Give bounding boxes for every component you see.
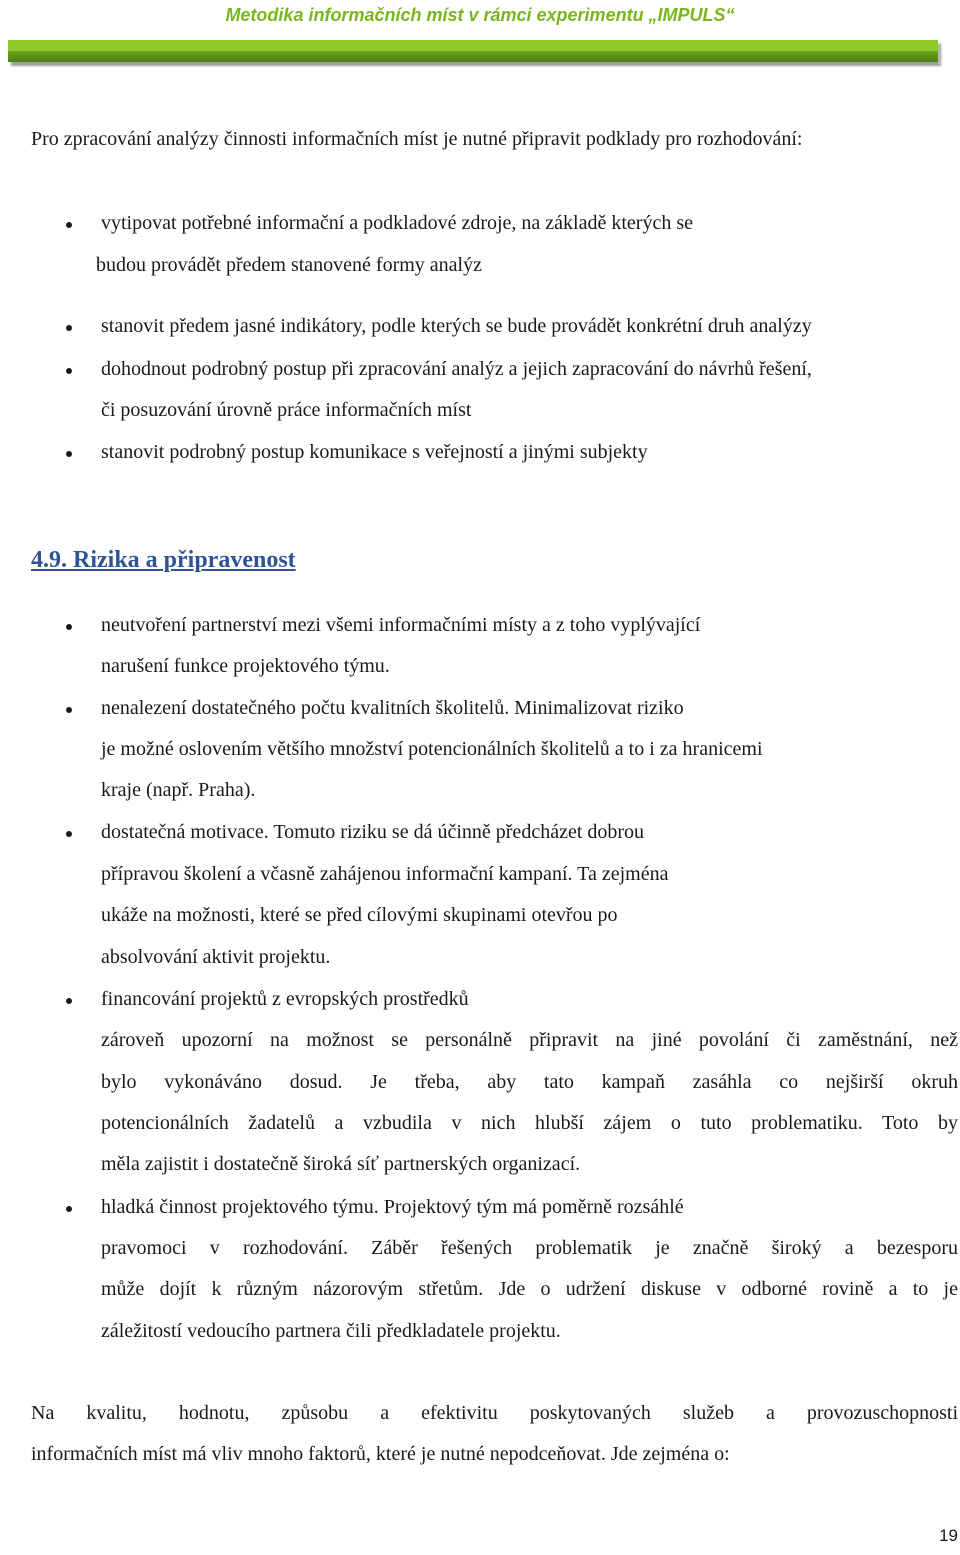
page-number: 19 xyxy=(939,1526,958,1545)
bullet-icon xyxy=(66,325,72,331)
list1-item-1-line-1: vytipovat potřebné informační a podkladové zdroje, na základě kterých se xyxy=(101,212,693,234)
list1-item-3-line-2: či posuzování úrovně práce informačních míst xyxy=(101,399,472,421)
list2-item-3-line-4: absolvování aktivit projektu. xyxy=(101,946,331,968)
list2-item-3-line-1: dostatečná motivace. Tomuto riziku se dá účinně předcházet dobrou xyxy=(101,821,645,843)
intro-paragraph: Pro zpracování analýzy činnosti informačních míst je nutné připravit podklady pro rozhodování: xyxy=(31,128,803,150)
list2-item-4-line-3: bylo vykonáváno dosud. Je třeba, aby tato kampaň zasáhla co nejširší okruh xyxy=(101,1071,958,1093)
list2-item-3-line-3: ukáže na možnosti, které se před cílovými skupinami otevřou po xyxy=(101,904,618,926)
list1-item-1-line-2: budou provádět předem stanovené formy analýz xyxy=(96,254,482,276)
bullet-icon xyxy=(66,998,72,1004)
list2-item-5-line-3: může dojít k různým názorovým střetům. Jde o udržení diskuse v odborné rovině a to je xyxy=(101,1278,958,1300)
bullet-icon xyxy=(66,222,72,228)
bullet-icon xyxy=(66,368,72,374)
list2-item-4-line-1: financování projektů z evropských prostředků xyxy=(101,988,469,1010)
list2-item-2-line-1: nenalezení dostatečného počtu kvalitních školitelů. Minimalizovat riziko xyxy=(101,697,684,719)
bullet-icon xyxy=(66,831,72,837)
list2-item-5-line-2: pravomoci v rozhodování. Záběr řešených problematik je značně široký a bezesporu xyxy=(101,1237,958,1259)
bullet-icon xyxy=(66,624,72,630)
bullet-icon xyxy=(66,1206,72,1212)
closing-paragraph-line-2: informačních míst má vliv mnoho faktorů, které je nutné nepodceňovat. Jde zejména o: xyxy=(31,1443,730,1465)
list2-item-1-line-1: neutvoření partnerství mezi všemi informačními místy a z toho vyplývající xyxy=(101,614,701,636)
list2-item-4-line-2: zároveň upozorní na možnost se personálně připravit na jiné povolání či zaměstnání, než xyxy=(101,1029,958,1051)
list2-item-2-line-3: kraje (např. Praha). xyxy=(101,779,256,801)
list2-item-1-line-2: narušení funkce projektového týmu. xyxy=(101,655,390,677)
list2-item-5-line-1: hladká činnost projektového týmu. Projektový tým má poměrně rozsáhlé xyxy=(101,1196,684,1218)
list1-item-3-line-1: dohodnout podrobný postup při zpracování analýz a jejich zapracování do návrhů řešení, xyxy=(101,358,812,380)
list1-item-4-line-1: stanovit podrobný postup komunikace s veřejností a jinými subjekty xyxy=(101,441,648,463)
closing-paragraph-line-1: Na kvalitu, hodnotu, způsobu a efektivitu poskytovaných služeb a provozuschopnosti xyxy=(31,1402,958,1424)
bullet-icon xyxy=(66,451,72,457)
header-bar xyxy=(8,40,938,62)
list2-item-5-line-4: záležitostí vedoucího partnera čili předkladatele projektu. xyxy=(101,1320,561,1342)
header-title: Metodika informačních míst v rámci experimentu „IMPULS“ xyxy=(225,5,735,25)
section-heading: 4.9. Rizika a připravenost xyxy=(31,547,296,573)
bullet-icon xyxy=(66,707,72,713)
list2-item-3-line-2: přípravou školení a včasně zahájenou informační kampaní. Ta zejména xyxy=(101,863,669,885)
list1-item-2-line-1: stanovit předem jasné indikátory, podle kterých se bude provádět konkrétní druh analýzy xyxy=(101,315,812,337)
list2-item-2-line-2: je možné oslovením většího množství potencionálních školitelů a to i za hranicemi xyxy=(101,738,763,760)
list2-item-4-line-5: měla zajistit i dostatečně široká síť partnerských organizací. xyxy=(101,1153,581,1175)
list2-item-4-line-4: potencionálních žadatelů a vzbudila v nich hlubší zájem o tuto problematiku. Toto by xyxy=(101,1112,958,1134)
